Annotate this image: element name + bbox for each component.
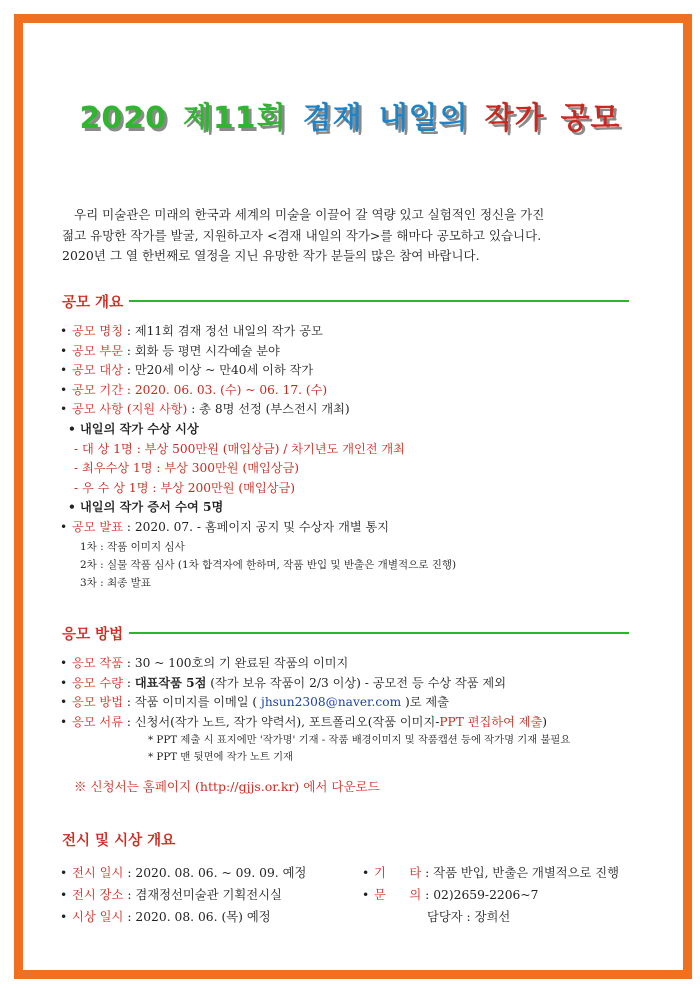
title-tomorrow: 내일의 xyxy=(378,101,469,136)
list-item: • 공모 대상 : 만20세 이상 ~ 만40세 이하 작가 xyxy=(60,363,314,378)
item-value: ) xyxy=(542,714,548,729)
list-item: • 응모 수량 : 대표작품 5점 (작가 보유 작품이 2/3 이상) - 공모전 등 수상 작품 제외 xyxy=(60,675,506,690)
list-item: • 문 의 : 02)2659-2206~7 xyxy=(362,888,539,902)
list-item: • 응모 작품 : 30 ~ 100호의 기 완료된 작품의 이미지 xyxy=(60,656,349,670)
item-value: : 2020. 07. - 홈페이지 공지 및 수상자 개별 통지 xyxy=(126,519,390,534)
title-artist: 작가 xyxy=(484,101,545,136)
item-value: : 겸재정선미술관 기획전시실 xyxy=(127,888,282,902)
apply-heading xyxy=(62,623,629,643)
item-key: 전시 일시 xyxy=(72,866,124,880)
award-item: - 우 수 상 1명 : 부상 200만원 (매입상금) xyxy=(74,480,296,495)
page-title xyxy=(0,93,700,137)
list-item: • 기 타 : 작품 반입, 반출은 개별적으로 진행 xyxy=(362,866,620,880)
list-item: • 전시 일시 : 2020. 08. 06. ~ 09. 09. 예정 xyxy=(60,866,307,880)
note-line: * PPT 제출 시 표지에만 '작가명' 기재 - 작품 배경이미지 및 작품캡션 등에 작가명 기재 불필요 xyxy=(148,734,571,747)
item-key: 응모 서류 xyxy=(72,714,123,729)
item-value: : 작품 이미지를 이메일 ( xyxy=(126,695,262,710)
list-item: • 공모 기간 : 2020. 06. 03. (수) ~ 06. 17. (수) xyxy=(60,382,328,397)
apply-list xyxy=(60,654,570,766)
item-key: 전시 장소 xyxy=(72,888,124,902)
item-key: 공모 대상 xyxy=(72,363,123,378)
note-line: * PPT 맨 뒷면에 작가 노트 기재 xyxy=(148,751,293,764)
download-notice: ※ 신청서는 홈페이지 (http://gjjs.or.kr) 에서 다운로드 xyxy=(74,779,380,794)
list-item: • 시상 일시 : 2020. 08. 06. (목) 예정 xyxy=(60,910,271,924)
item-key: 응모 수량 xyxy=(72,675,123,690)
list-item: • 공모 발표 : 2020. 07. - 홈페이지 공지 및 수상자 개별 통지 xyxy=(60,519,390,534)
intro-paragraph xyxy=(62,205,642,267)
list-item: • 공모 사항 (지원 사항) : 총 8명 선정 (부스전시 개최) xyxy=(60,402,350,417)
stage-line: 3차 : 최종 발표 xyxy=(80,576,151,589)
item-value: : 30 ~ 100호의 기 완료된 작품의 이미지 xyxy=(126,656,349,670)
title-year: 2020 xyxy=(79,101,167,136)
intro-line: 2020년 그 열 한번째로 열정을 지닌 유망한 작가 분들의 많은 참여 바랍니다. xyxy=(62,248,480,263)
exhibition-heading: 전시 및 시상 개요 xyxy=(62,833,176,849)
item-value: : 작품 반입, 반출은 개별적으로 진행 xyxy=(425,866,620,880)
overview-heading-label: 공모 개요 xyxy=(62,294,124,311)
item-value: (작가 보유 작품이 2/3 이상) - 공모전 등 수상 작품 제외 xyxy=(206,675,506,690)
item-value: : 만20세 이상 ~ 만40세 이하 작가 xyxy=(126,363,314,378)
item-value: : 02)2659-2206~7 xyxy=(425,888,539,902)
item-value: : 2020. 08. 06. (목) 예정 xyxy=(127,910,271,924)
item-value: : 회화 등 평면 시각예술 분야 xyxy=(126,343,280,358)
item-key: 공모 사항 (지원 사항) xyxy=(72,402,188,417)
stage-line: 1차 : 작품 이미지 심사 xyxy=(80,540,185,553)
docs-highlight: PPT 편집하여 제출 xyxy=(439,714,543,729)
list-item: • 응모 방법 : 작품 이미지를 이메일 ( jhsun2308@naver.com )로 제출 xyxy=(60,695,449,710)
heading-rule xyxy=(129,300,629,302)
item-value: : xyxy=(126,675,135,690)
heading-rule xyxy=(129,632,629,634)
overview-list xyxy=(60,322,456,592)
item-key: 문 의 xyxy=(374,888,422,902)
title-contest: 공모 xyxy=(560,101,621,136)
item-value: : 2020. 08. 06. ~ 09. 09. 예정 xyxy=(127,866,307,880)
email-link[interactable]: jhsun2308@naver.com xyxy=(261,695,402,710)
item-value: : 2020. 06. 03. (수) ~ 06. 17. (수) xyxy=(126,382,328,397)
exhibition-right xyxy=(362,862,619,928)
list-item: • 공모 명칭 : 제11회 겸재 정선 내일의 작가 공모 xyxy=(60,324,323,338)
item-value: : 총 8명 선정 (부스전시 개최) xyxy=(191,402,350,417)
item-key: 공모 기간 xyxy=(72,382,123,397)
item-key: 응모 방법 xyxy=(72,695,123,710)
item-key: 공모 발표 xyxy=(72,519,123,534)
title-edition: 제11회 xyxy=(182,101,287,136)
intro-line: 우리 미술관은 미래의 한국과 세계의 미술을 이끌어 갈 역량 있고 실험적인 정신을 가진 xyxy=(74,207,545,222)
list-item: • 공모 부문 : 회화 등 평면 시각예술 분야 xyxy=(60,343,280,358)
apply-heading-label: 응모 방법 xyxy=(62,626,124,643)
item-value: : 신청서(작가 노트, 작가 약력서), 포트폴리오(작품 이미지- xyxy=(126,714,440,729)
overview-heading xyxy=(62,291,629,311)
item-key: 공모 명칭 xyxy=(72,324,123,338)
list-item: • 전시 장소 : 겸재정선미술관 기획전시실 xyxy=(60,888,282,902)
exhibition-left xyxy=(60,862,306,928)
intro-line: 젊고 유망한 작가를 발굴, 지원하고자 <겸재 내일의 작가>를 해마다 공모하고 있습니다. xyxy=(62,227,542,243)
item-key: 기 타 xyxy=(374,866,422,880)
item-key: 공모 부문 xyxy=(72,343,123,358)
stage-line: 2차 : 실물 작품 심사 (1차 합격자에 한하며, 작품 반입 및 반출은 개별적으로 진행) xyxy=(80,558,457,571)
item-key: 시상 일시 xyxy=(72,910,124,924)
qty-highlight: 대표작품 5점 xyxy=(134,675,207,690)
item-key: 응모 작품 xyxy=(72,656,123,670)
item-value: )로 제출 xyxy=(401,695,449,710)
award-item: - 최우수상 1명 : 부상 300만원 (매입상금) xyxy=(74,461,300,476)
item-value: : 제11회 겸재 정선 내일의 작가 공모 xyxy=(126,324,323,338)
title-name: 겸재 xyxy=(302,101,363,136)
manager-line: 담당자 : 장희선 xyxy=(427,910,511,924)
award-item: - 대 상 1명 : 부상 500만원 (매입상금) / 차기년도 개인전 개최 xyxy=(74,441,405,456)
certificate-line: • 내일의 작가 증서 수여 5명 xyxy=(68,500,224,515)
list-item: • 응모 서류 : 신청서(작가 노트, 작가 약력서), 포트폴리오(작품 이미지-PPT 편집하여 제출) xyxy=(60,714,548,729)
award-title: • 내일의 작가 수상 시상 xyxy=(68,421,199,436)
